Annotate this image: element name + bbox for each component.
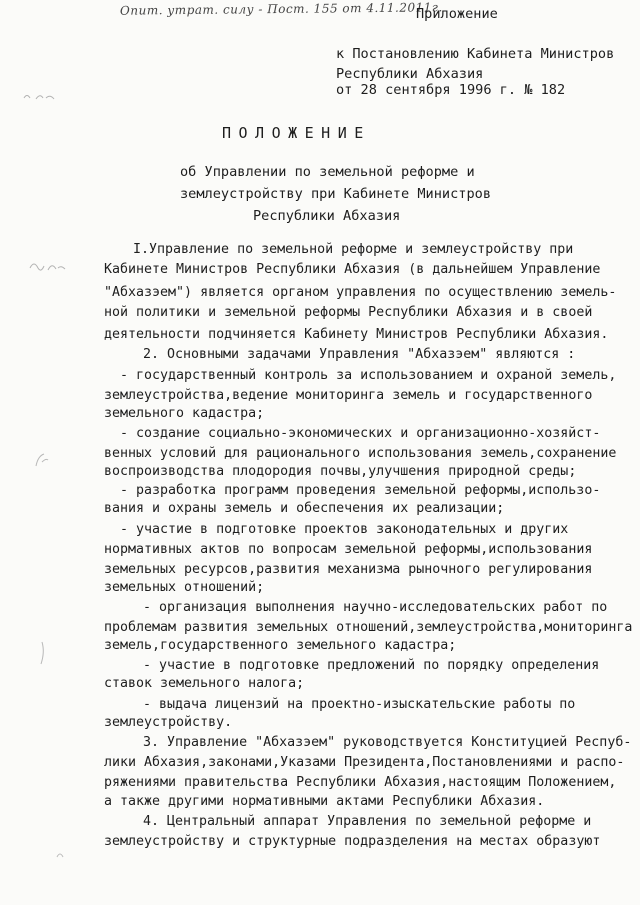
body-line: 4. Центральный аппарат Управления по земельной реформе и bbox=[143, 814, 592, 829]
body-line: земельного кадастра; bbox=[104, 406, 265, 421]
margin-scan-mark bbox=[22, 90, 58, 104]
body-line: землеустройству. bbox=[104, 715, 233, 730]
body-line: земель,государственного земельного кадастра; bbox=[104, 638, 457, 653]
body-line: проблемам развития земельных отношений,землеустройства,мониторинга bbox=[104, 620, 633, 635]
body-line: "Абхазэем") является органом управления по осуществлению земель- bbox=[104, 285, 617, 300]
body-line: I.Управление по земельной реформе и землеустройству при bbox=[133, 242, 574, 257]
body-line: земельных ресурсов,развития механизма рыночного регулирования bbox=[104, 562, 593, 577]
appendix-line-1: Приложение bbox=[416, 6, 498, 22]
body-line: - участие в подготовке проектов законодательных и других bbox=[120, 522, 569, 537]
body-line: - участие в подготовке предложений по порядку определения bbox=[143, 658, 600, 673]
margin-scan-mark bbox=[28, 258, 68, 276]
body-line: - организация выполнения научно-исследовательских работ по bbox=[143, 600, 608, 615]
appendix-line-3: Республики Абхазия bbox=[336, 66, 484, 82]
body-line: землеустройству и структурные подразделения на местах образуют bbox=[104, 834, 601, 849]
body-line: - создание социально-экономических и организационно-хозяйст- bbox=[120, 426, 601, 441]
body-line: нормативных актов по вопросам земельной реформы,использования bbox=[104, 542, 593, 557]
body-line: - выдача лицензий на проектно-изыскательские работы по bbox=[143, 697, 576, 712]
subtitle-line-2: землеустройству при Кабинете Министров bbox=[180, 186, 491, 202]
body-line: а также другими нормативными актами Республики Абхазия. bbox=[104, 794, 545, 809]
body-line: лики Абхазия,законами,Указами Президента,Постановлениями и распо- bbox=[104, 755, 625, 770]
body-line: воспроизводства плодородия почвы,улучшения природной среды; bbox=[104, 464, 577, 479]
handwritten-note: Опит. утрат. силу - Пост. 155 от 4.11.2011г. bbox=[119, 0, 443, 18]
body-line: 3. Управление "Абхазэем" руководствуется Конституцией Респуб- bbox=[143, 735, 632, 750]
body-line: деятельности подчиняется Кабинету Министров Республики Абхазия. bbox=[104, 327, 609, 342]
margin-scan-mark bbox=[54, 848, 66, 860]
margin-scan-mark bbox=[32, 448, 52, 470]
body-line: землеустройства,ведение мониторинга земель и государственного bbox=[104, 388, 593, 403]
body-line: ставок земельного налога; bbox=[104, 676, 305, 691]
body-line: земельных отношений; bbox=[104, 580, 265, 595]
body-line: Кабинете Министров Республики Абхазия (в дальнейшем Управление bbox=[104, 262, 601, 277]
document-title: ПОЛОЖЕНИЕ bbox=[222, 124, 371, 142]
body-line: 2. Основными задачами Управления "Абхазэем" являются : bbox=[143, 347, 576, 362]
subtitle-line-1: об Управлении по земельной реформе и bbox=[180, 164, 475, 180]
body-line: венных условий для рационального использования земель,сохранение bbox=[104, 446, 617, 461]
body-line: вания и охраны земель и обеспечения их реализации; bbox=[104, 501, 505, 516]
subtitle-line-3: Республики Абхазия bbox=[253, 208, 401, 224]
margin-scan-mark bbox=[36, 640, 50, 666]
appendix-line-2: к Постановлению Кабинета Министров bbox=[336, 46, 615, 62]
body-line: ной политики и земельной реформы Республики Абхазия и в своей bbox=[104, 305, 593, 320]
appendix-line-4: от 28 сентября 1996 г. № 182 bbox=[336, 82, 566, 98]
body-line: - государственный контроль за использованием и охраной земель, bbox=[120, 368, 617, 383]
body-line: ряжениями правительства Республики Абхазия,настоящим Положением, bbox=[104, 775, 617, 790]
body-line: - разработка программ проведения земельной реформы,использо- bbox=[120, 483, 601, 498]
